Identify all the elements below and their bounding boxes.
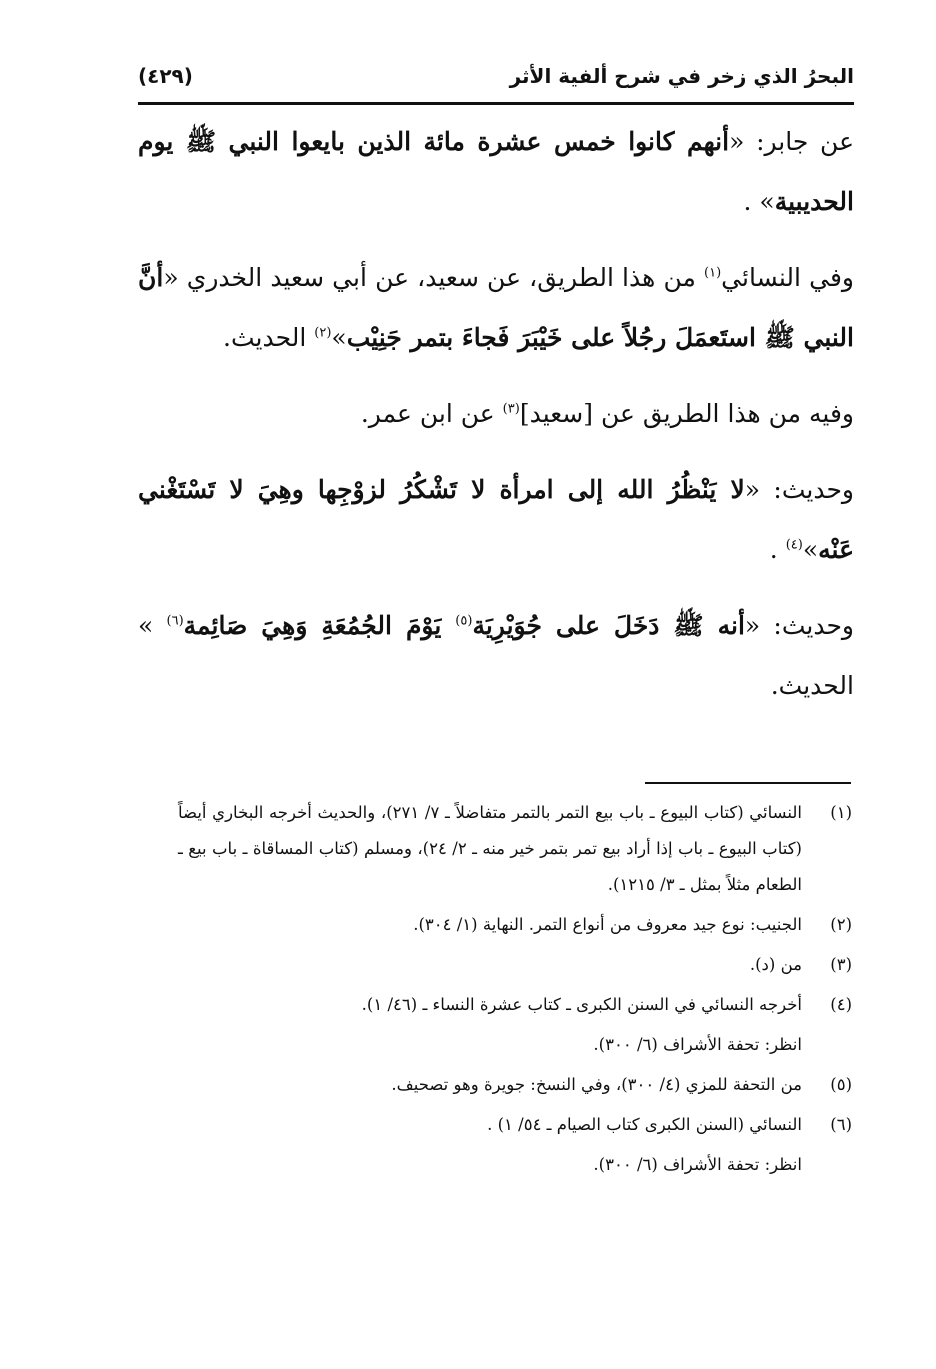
- footnote-number: (٢): [830, 915, 852, 934]
- hadith-quote: أنه ﷺ دَخَلَ على جُوَيْرِيَة: [472, 611, 745, 640]
- paragraph-text: عن ابن عمر.: [360, 399, 503, 428]
- paragraph-text: » .: [743, 187, 775, 216]
- footnote-number: (٣): [830, 955, 852, 974]
- footnote-marker: (١): [704, 265, 722, 281]
- paragraph-text: من هذا الطريق، عن سعيد، عن أبي سعيد الخدري «: [163, 263, 705, 292]
- footnotes: [178, 795, 852, 1183]
- hadith-quote: أنهم كانوا خمس عشرة مائة الذين بايعوا النبي ﷺ يوم الحديبية: [138, 127, 854, 216]
- footnote-marker: (٦): [166, 613, 184, 629]
- paragraph-text: وفيه من هذا الطريق عن [سعيد]: [519, 399, 854, 428]
- footnote-4-reference: انظر: تحفة الأشراف (٦/ ٣٠٠).: [593, 1035, 802, 1054]
- paragraph-text: » الحديث.: [138, 611, 854, 700]
- paragraph-3: [138, 384, 854, 444]
- paragraph-text: الحديث.: [223, 323, 315, 352]
- footnote-text: الجنيب: نوع جيد معروف من أنواع التمر. النهاية (١/ ٣٠٤).: [413, 915, 802, 934]
- page-number: (٤٢٩): [138, 64, 193, 88]
- footnote-separator: [645, 782, 851, 784]
- footnote-6-reference: انظر: تحفة الأشراف (٦/ ٣٠٠).: [593, 1155, 802, 1174]
- quote-mark: »: [331, 323, 347, 352]
- footnote-marker: (٣): [502, 401, 520, 417]
- hadith-quote: لا يَنْظُرُ الله إلى امرأة لا تَشْكُرُ لزوْجِها وهِيَ لا تَسْتَغْني عَنْه: [138, 475, 854, 564]
- footnote-number: (٤): [830, 995, 852, 1014]
- running-title: البحرُ الذي زخر في شرح ألفية الأثر: [509, 64, 854, 88]
- main-text: [138, 112, 854, 716]
- footnote-marker: (٥): [455, 613, 473, 629]
- paragraph-1: [138, 112, 854, 232]
- footnote-text: النسائي (كتاب البيوع ـ باب بيع التمر بالتمر متفاضلاً ـ ٧/ ٢٧١)، والحديث أخرجه البخاري أيضاً (كتاب البيوع ـ باب إذا أراد بيع تمر بتمر خير منه ـ ٢/ ٢٤)، ومسلم (كتاب المساقاة ـ باب بيع ـ الطعام مثلاً بمثل ـ ٣/ ١٢١٥).: [178, 803, 802, 894]
- footnote-3: [178, 947, 852, 983]
- footnote-6: [178, 1107, 852, 1143]
- hadith-quote: يَوْمَ الجُمُعَةِ وَهِيَ صَائِمة: [183, 611, 456, 640]
- page-header: [138, 62, 854, 102]
- footnote-number: (٥): [830, 1075, 852, 1094]
- footnote-text: من التحفة للمزي (٤/ ٣٠٠)، وفي النسخ: جويرة وهو تصحيف.: [391, 1075, 802, 1094]
- footnote-5: [178, 1067, 852, 1103]
- paragraph-5: [138, 596, 854, 716]
- hadith-quote: أنَّ النبي ﷺ استَعمَلَ رجُلاً على خَيْبَرَ فَجاءَ بتمر جَنِيْب: [138, 263, 854, 352]
- paragraph-2: [138, 248, 854, 368]
- footnote-marker: (٤): [785, 537, 803, 553]
- footnote-marker: (٢): [314, 325, 332, 341]
- paragraph-4: [138, 460, 854, 580]
- quote-mark: »: [802, 535, 819, 564]
- footnote-text: النسائي (السنن الكبرى كتاب الصيام ـ ٥٤/ ١) .: [487, 1115, 802, 1134]
- footnote-1: [178, 795, 852, 903]
- footnote-text: أخرجه النسائي في السنن الكبرى ـ كتاب عشرة النساء ـ (٤٦/ ١).: [361, 995, 802, 1014]
- paragraph-text: عن جابر: «: [729, 127, 854, 156]
- paragraph-text: .: [769, 535, 786, 564]
- header-rule: [138, 102, 854, 105]
- paragraph-text: وفي النسائي: [721, 263, 854, 292]
- footnote-number: (٦): [830, 1115, 852, 1134]
- footnote-4: [178, 987, 852, 1023]
- paragraph-text: وحديث: «: [744, 611, 854, 640]
- footnote-text: من (د).: [749, 955, 802, 974]
- footnote-2: [178, 907, 852, 943]
- paragraph-text: وحديث: «: [744, 475, 854, 504]
- footnote-number: (١): [830, 803, 852, 822]
